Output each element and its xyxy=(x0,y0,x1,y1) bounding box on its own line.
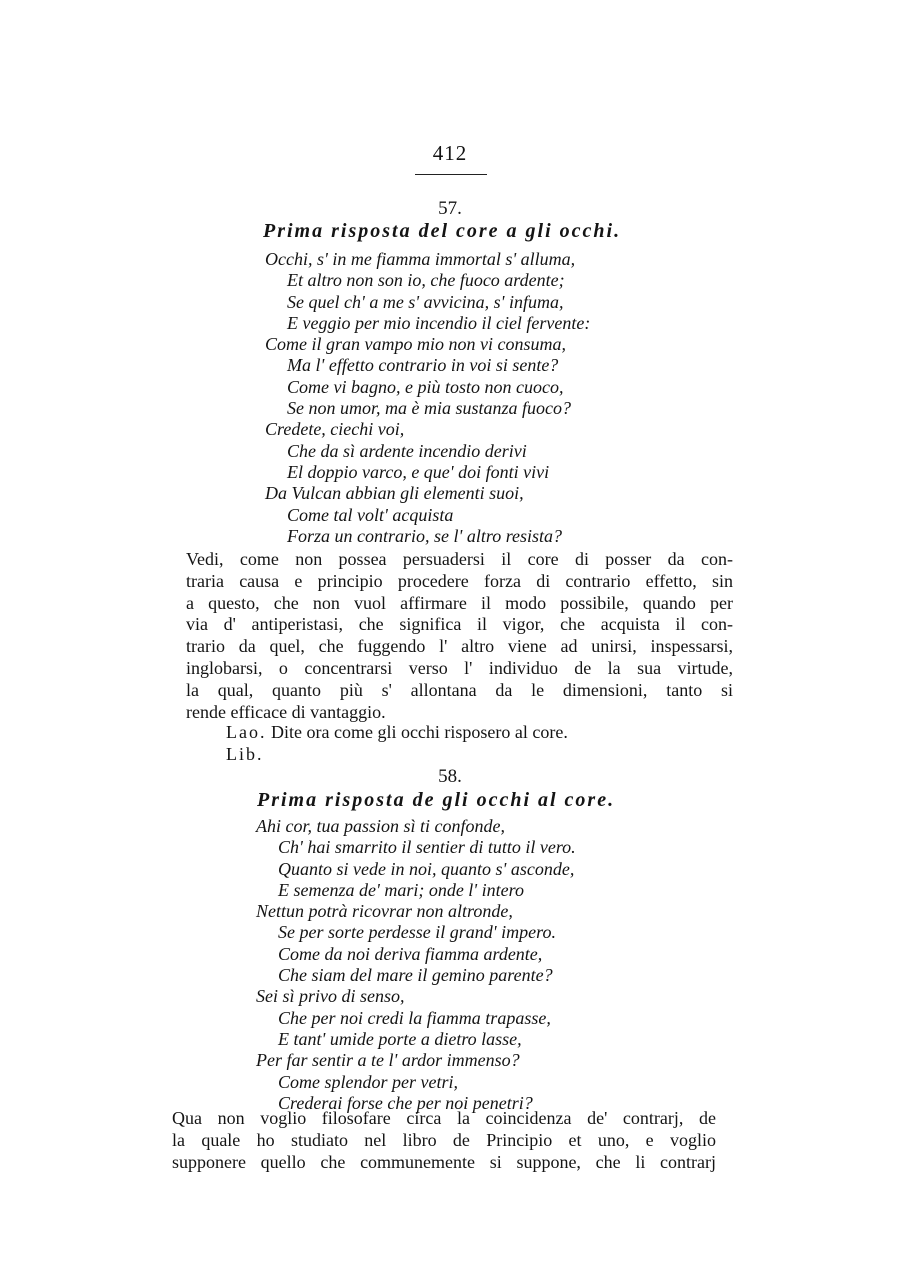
verse-block xyxy=(256,816,576,1114)
dialogue-line xyxy=(226,722,568,743)
verse-line: Come vi bagno, e più tosto non cuoco, xyxy=(287,376,564,397)
text-line: inglobarsi, o concentrarsi verso l' individuo de la sua virtude, xyxy=(186,657,733,678)
verse-line: Forza un contrario, se l' altro resista? xyxy=(287,525,563,546)
verse-line: Credete, ciechi voi, xyxy=(265,419,405,440)
verse-line: Et altro non son io, che fuoco ardente; xyxy=(287,270,565,291)
verse-line: Se non umor, ma è mia sustanza fuoco? xyxy=(287,398,571,419)
verse-line: Quanto si vede in noi, quanto s' asconde, xyxy=(278,858,575,879)
verse-line: Ahi cor, tua passion sì ti confonde, xyxy=(256,816,505,836)
speaker-name: Lao. xyxy=(226,722,267,742)
page-number: 412 xyxy=(432,141,468,165)
verse-line: El doppio varco, e que' doi fonti vivi xyxy=(287,461,550,482)
verse-line: Che siam del mare il gemino parente? xyxy=(278,965,553,986)
verse-line: E semenza de' mari; onde l' intero xyxy=(278,879,524,900)
text-line: supponere quello che communemente si suppone, che li contrarj xyxy=(172,1151,716,1172)
verse-line: Se per sorte perdesse il grand' impero. xyxy=(278,922,556,943)
verse-line: Per far sentir a te l' ardor immenso? xyxy=(256,1050,520,1071)
text-line: Qua non voglio filosofare circa la coincidenza de' contrarj, de xyxy=(172,1108,716,1128)
prose-paragraph xyxy=(172,1108,716,1173)
verse-line: Nettun potrà ricovrar non altronde, xyxy=(256,901,513,922)
verse-line: Se quel ch' a me s' avvicina, s' infuma, xyxy=(287,291,564,312)
verse-line: Occhi, s' in me fiamma immortal s' alluma, xyxy=(265,249,576,269)
text-line: la qual, quanto più s' allontana da le dimensioni, tanto si xyxy=(186,679,733,700)
text-line: la quale ho studiato nel libro de Principio et uno, e voglio xyxy=(172,1129,716,1150)
verse-line: Crederai forse che per noi penetri? xyxy=(278,1092,533,1113)
section-heading: Prima risposta de gli occhi al core. xyxy=(257,789,616,811)
verse-line: Che da sì ardente incendio derivi xyxy=(287,440,527,461)
text-line: trario da quel, che fuggendo l' altro viene ad unirsi, inspessarsi, xyxy=(186,636,733,657)
verse-line: Come tal volt' acquista xyxy=(287,504,454,525)
text-line: traria causa e principio procedere forza di contrario effetto, sin xyxy=(186,570,733,591)
verse-line: Come da noi deriva fiamma ardente, xyxy=(278,943,543,964)
header-rule xyxy=(415,174,487,175)
text-line: Vedi, come non possea persuadersi il core di posser da con- xyxy=(186,549,733,569)
section-number: 57. xyxy=(438,198,462,219)
section-number: 58. xyxy=(438,766,462,787)
verse-line: Sei sì privo di senso, xyxy=(256,986,405,1007)
verse-line: Ch' hai smarrito il sentier di tutto il vero. xyxy=(278,837,576,858)
section-heading: Prima risposta del core a gli occhi. xyxy=(263,220,622,242)
speaker-name: Lib. xyxy=(226,744,264,764)
verse-line: Come splendor per vetri, xyxy=(278,1071,458,1092)
verse-line: Da Vulcan abbian gli elementi suoi, xyxy=(265,483,524,504)
prose-paragraph xyxy=(186,549,733,723)
text-line: rende efficace di vantaggio. xyxy=(186,701,386,722)
verse-line: E tant' umide porte a dietro lasse, xyxy=(278,1028,522,1049)
text-line: a questo, che non vuol affirmare il modo possibile, quando per xyxy=(186,592,733,613)
text-line: via d' antiperistasi, che significa il vigor, che acquista il con- xyxy=(186,614,733,635)
dialogue-line xyxy=(226,744,264,765)
verse-line: Che per noi credi la fiamma trapasse, xyxy=(278,1007,551,1028)
dialogue-text: Dite ora come gli occhi risposero al core. xyxy=(270,722,568,742)
verse-block xyxy=(265,249,590,547)
verse-line: Come il gran vampo mio non vi consuma, xyxy=(265,334,566,355)
verse-line: Ma l' effetto contrario in voi si sente? xyxy=(287,355,559,376)
verse-line: E veggio per mio incendio il ciel fervente: xyxy=(287,312,591,333)
